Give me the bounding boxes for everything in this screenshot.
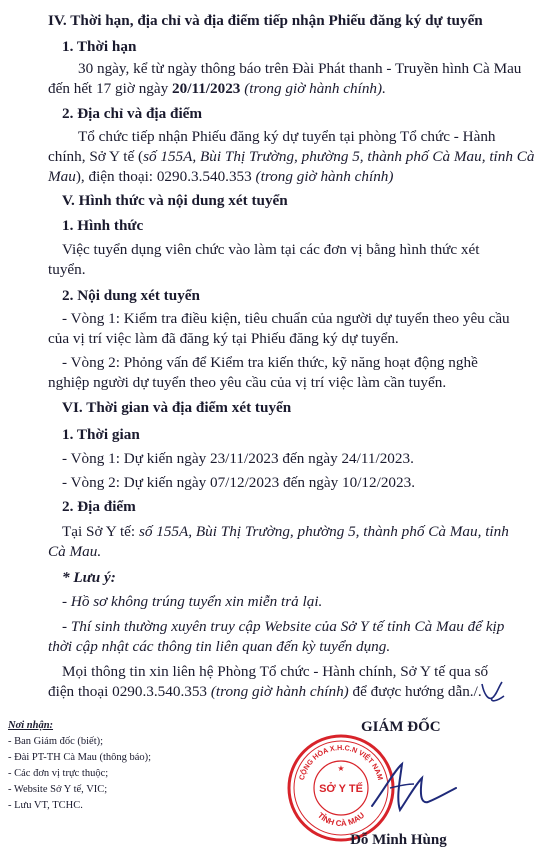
recipient-item: - Lưu VT, TCHC. [8, 800, 83, 811]
section-v-heading-1: 1. Hình thức [62, 217, 144, 234]
section-iv-title: IV. Thời hạn, địa chỉ và địa điểm tiếp nhận Phiếu đăng ký dự tuyển [48, 12, 483, 29]
section-iv-p1-line2: đến hết 17 giờ ngày 20/11/2023 (trong giờ hành chính). [48, 80, 386, 97]
section-vi-place-line2: Cà Mau. [48, 543, 102, 560]
section-vi-title: VI. Thời gian và địa điểm xét tuyển [62, 399, 292, 416]
section-iv-heading-2: 2. Địa chỉ và địa điểm [62, 105, 203, 122]
recipient-item: - Đài PT-TH Cà Mau (thông báo); [8, 752, 152, 763]
note-item-1: - Hồ sơ không trúng tuyển xin miễn trả lại. [62, 593, 323, 610]
section-v-round2-line2: nghiệp người dự tuyển theo yêu cầu của vị trí việc làm cần tuyển. [48, 374, 447, 391]
section-v-p1-line2: tuyển. [48, 261, 86, 278]
initials-mark [478, 678, 508, 704]
recipient-item: - Ban Giám đốc (biết); [8, 736, 104, 747]
svg-text:★: ★ [337, 764, 345, 773]
section-iv-p1-line1: 30 ngày, kể từ ngày thông báo trên Đài Phát thanh - Truyền hình Cà Mau [78, 60, 522, 77]
section-v-round1-line2: của vị trí việc làm đã đăng ký tại Phiếu đăng ký dự tuyển. [48, 330, 399, 347]
section-vi-time-round2: - Vòng 2: Dự kiến ngày 07/12/2023 đến ngày 10/12/2023. [62, 474, 416, 491]
section-vi-heading-1: 1. Thời gian [62, 426, 140, 443]
contact-line1: Mọi thông tin xin liên hệ Phòng Tổ chức - Hành chính, Sở Y tế qua số [62, 663, 489, 680]
stamp-center-text: SỞ Y TẾ [319, 783, 363, 795]
note-item-2-line1: - Thí sinh thường xuyên truy cập Website của Sở Y tế tỉnh Cà Mau để kịp [62, 618, 505, 635]
section-v-round2-line1: - Vòng 2: Phỏng vấn để Kiểm tra kiến thức, kỹ năng hoạt động nghề [62, 354, 478, 371]
section-iv-p2-line3: Mau), điện thoại: 0290.3.540.353 (trong giờ hành chính) [48, 168, 394, 185]
section-v-title: V. Hình thức và nội dung xét tuyển [62, 192, 288, 209]
recipients-label: Nơi nhận: [8, 720, 54, 731]
section-vi-time-round1: - Vòng 1: Dự kiến ngày 23/11/2023 đến ngày 24/11/2023. [62, 450, 414, 467]
stamp-bottom-text: TỈNH CÀ MAU [315, 810, 367, 829]
contact-line2: điện thoại 0290.3.540.353 (trong giờ hành chính) để được hướng dẫn./. [48, 683, 482, 700]
section-v-p1-line1: Việc tuyển dụng viên chức vào làm tại các đơn vị bằng hình thức xét [62, 241, 480, 258]
section-v-round1-line1: - Vòng 1: Kiểm tra điều kiện, tiêu chuẩn của người dự tuyển theo yêu cầu [62, 310, 510, 327]
recipient-item: - Website Sở Y tế, VIC; [8, 784, 108, 795]
section-vi-heading-2: 2. Địa điểm [62, 498, 136, 515]
section-iv-p2-line1: Tổ chức tiếp nhận Phiếu đăng ký dự tuyển tại phòng Tổ chức - Hành [78, 128, 496, 145]
signer-name: Đỗ Minh Hùng [350, 832, 447, 848]
section-iv-p2-line2: chính, Sở Y tế (số 155A, Bùi Thị Trường, phường 5, thành phố Cà Mau, tỉnh Cà [48, 148, 535, 165]
recipient-item: - Các đơn vị trực thuộc; [8, 768, 109, 779]
signature-title: GIÁM ĐỐC [361, 719, 441, 735]
note-item-2-line2: thời cập nhật các thông tin liên quan đến kỳ tuyển dụng. [48, 638, 391, 655]
handwritten-signature [330, 758, 460, 828]
stamp-top-text: CỘNG HÒA X.H.C.N VIỆT NAM [296, 742, 386, 782]
section-v-heading-2: 2. Nội dung xét tuyển [62, 287, 200, 304]
section-iv-heading-1: 1. Thời hạn [62, 38, 137, 55]
note-label: * Lưu ý: [62, 569, 116, 586]
section-vi-place-line1: Tại Sở Y tế: số 155A, Bùi Thị Trường, phường 5, thành phố Cà Mau, tỉnh [62, 523, 509, 540]
